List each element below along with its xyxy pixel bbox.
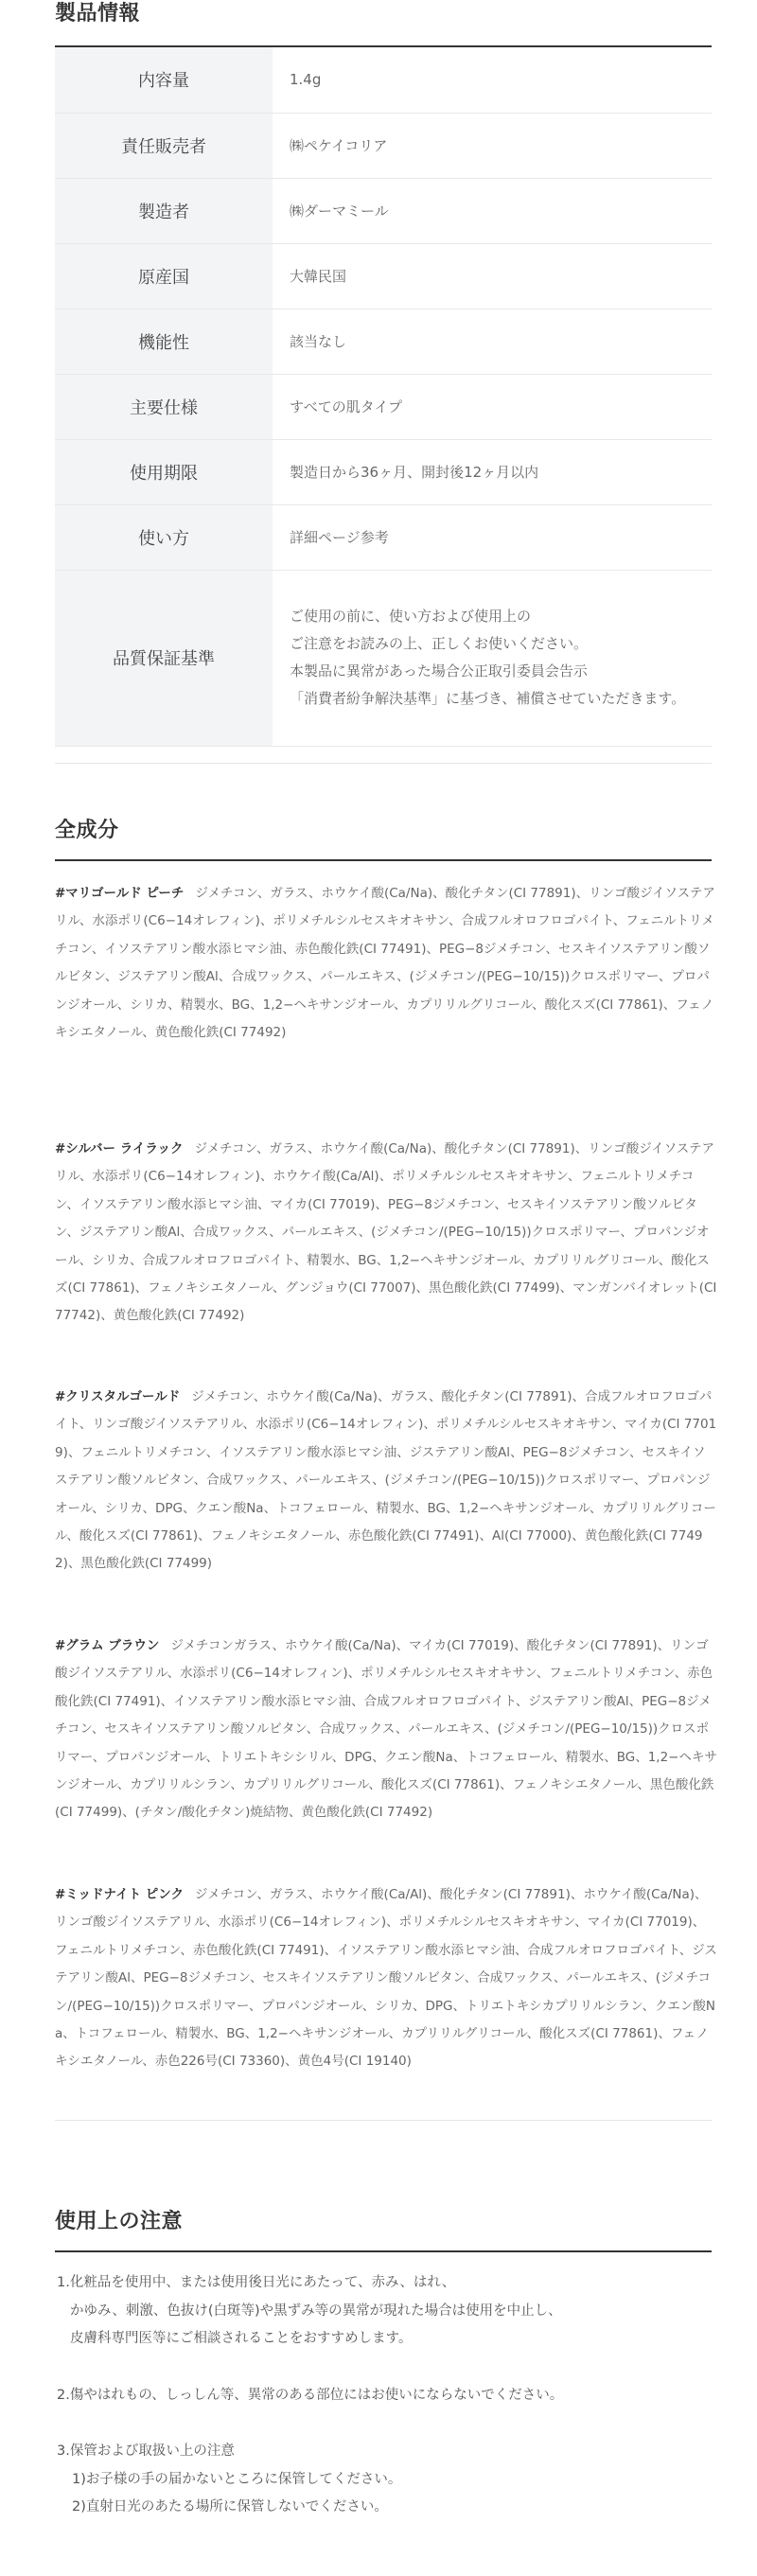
ingredients-title: 全成分 <box>55 812 712 861</box>
spec-label: 主要仕様 <box>55 374 273 439</box>
spec-value: 該当なし <box>273 309 712 374</box>
section-divider <box>55 763 712 764</box>
caution-title: 使用上の注意 <box>55 2203 712 2252</box>
caution-item-3 <box>57 2438 719 2522</box>
ingredient-block-silver-lilac <box>55 1136 717 1331</box>
section-divider <box>55 2120 712 2121</box>
spec-label: 機能性 <box>55 309 273 374</box>
quality-line: 「消費者紛争解決基準」に基づき、補償させていただきます。 <box>290 690 686 707</box>
spec-label: 製造者 <box>55 178 273 243</box>
shade-name: #マリゴールド ピーチ <box>55 886 185 901</box>
spec-row-main-spec <box>55 374 712 439</box>
caution-line: 皮膚科専門医等にご相談されることをおすすめします。 <box>70 2331 413 2346</box>
spec-row-functionality <box>55 309 712 374</box>
ingredient-list: ジメチコン、ガラス、ホウケイ酸(Ca/Na)、酸化チタン(CI 77891)、リンゴ酸ジイソステアリル、水添ポリ(C6−14オレフィン)、ホウケイ酸(Ca/Al)、ポリメチルシルセスキオキサン、フェニルトリメチコン、イソステアリン酸水添ヒマシ油、マイカ(CI 77019)、PEG−8ジメチコン、セスキイソステアリン酸ソルビタン、ジステアリン酸Al、合成ワックス、パールエキス、(ジメチコン/(PEG−10/15))クロスポリマー、プロパンジオール、シリカ、合成フルオロフロゴパイト、精製水、BG、1,2−ヘキサンジオール、カプリリルグリコール、酸化スズ(CI 77861)、フェノキシエタノール、グンジョウ(CI 77007)、黒色酸化鉄(CI 77499)、マンガンバイオレット(CI 77742)、黄色酸化鉄(CI 77492) <box>55 1141 717 1324</box>
spec-value: 製造日から36ヶ月、開封後12ヶ月以内 <box>273 439 712 504</box>
spec-row-distributor <box>55 113 712 178</box>
spec-label: 責任販売者 <box>55 113 273 178</box>
caution-line: 2.傷やはれもの、しっしん等、異常のある部位にはお使いにならないでください。 <box>57 2388 564 2403</box>
ingredient-list: ジメチコンガラス、ホウケイ酸(Ca/Na)、マイカ(CI 77019)、酸化チタン(CI 77891)、リンゴ酸ジイソステアリル、水添ポリ(C6−14オレフィン)、ポリメチルシルセスキオキサン、フェニルトリメチコン、赤色酸化鉄(CI 77491)、イソステアリン酸水添ヒマシ油、合成フルオロフロゴパイト、ジステアリン酸Al、PEG−8ジメチコン、セスキイソステアリン酸ソルビタン、合成ワックス、パールエキス、(ジメチコン/(PEG−10/15))クロスポリマー、プロパンジオール、トリエトキシシリル、DPG、クエン酸Na、トコフェロール、精製水、BG、1,2−ヘキサンジオール、カプリリルシラン、カプリリルグリコール、酸化スズ(CI 77861)、フェノキシエタノール、黒色酸化鉄(CI 77499)、(チタン/酸化チタン)焼結物、黄色酸化鉄(CI 77492) <box>55 1638 717 1821</box>
shade-name: #クリスタルゴールド <box>55 1389 181 1404</box>
caution-line: 2)直射日光のあたる場所に保管しないでください。 <box>72 2499 388 2514</box>
caution-line: かゆみ、刺激、色抜け(白斑等)や黒ずみ等の異常が現れた場合は使用を中止し、 <box>70 2303 562 2319</box>
ingredient-list: ジメチコン、ガラス、ホウケイ酸(Ca/Na)、酸化チタン(CI 77891)、リンゴ酸ジイソステアリル、水添ポリ(C6−14オレフィン)、ポリメチルシルセスキオキサン、合成フルオロフロゴパイト、フェニルトリメチコン、イソステアリン酸水添ヒマシ油、赤色酸化鉄(CI 77491)、PEG−8ジメチコン、セスキイソステアリン酸ソルビタン、ジステアリン酸Al、合成ワックス、パールエキス、(ジメチコン/(PEG−10/15))クロスポリマー、プロパンジオール、シリカ、精製水、BG、1,2−ヘキサンジオール、カプリリルグリコール、酸化スズ(CI 77861)、フェノキシエタノール、黄色酸化鉄(CI 77492) <box>55 886 715 1041</box>
product-info-title: 製品情報 <box>55 0 712 47</box>
ingredient-block-marigold-peach <box>55 880 717 1047</box>
product-info-table <box>55 47 712 747</box>
shade-name: #ミッドナイト ピンク <box>55 1887 185 1902</box>
spec-label: 使い方 <box>55 504 273 570</box>
spec-label: 品質保証基準 <box>55 570 273 746</box>
caution-item-2 <box>57 2382 719 2410</box>
caution-line: 1)お子様の手の届かないところに保管してください。 <box>72 2471 402 2487</box>
ingredient-list: ジメチコン、ホウケイ酸(Ca/Na)、ガラス、酸化チタン(CI 77891)、合成フルオロフロゴパイト、リンゴ酸ジイソステアリル、水添ポリ(C6−14オレフィン)、ポリメチルシルセスキオキサン、マイカ(CI 77019)、フェニルトリメチコン、イソステアリン酸水添ヒマシ油、ジステアリン酸Al、PEG−8ジメチコン、セスキイソステアリン酸ソルビタン、合成ワックス、パールエキス、(ジメチコン/(PEG−10/15))クロスポリマー、プロパンジオール、シリカ、DPG、クエン酸Na、トコフェロール、精製水、BG、1,2−ヘキサンジオール、カプリリルグリコール、酸化スズ(CI 77861)、フェノキシエタノール、赤色酸化鉄(CI 77491)、Al(CI 77000)、黄色酸化鉄(CI 77492)、黒色酸化鉄(CI 77499) <box>55 1389 717 1572</box>
spec-label: 内容量 <box>55 47 273 113</box>
spec-row-usage <box>55 504 712 570</box>
spec-value: ㈱ペケイコリア <box>273 113 712 178</box>
spec-row-quality <box>55 570 712 746</box>
shade-name: #グラム ブラウン <box>55 1638 160 1653</box>
spec-value: 詳細ページ参考 <box>273 504 712 570</box>
caution-item-1 <box>57 2269 719 2354</box>
quality-line: ご注意をお読みの上、正しくお使いください。 <box>290 635 589 652</box>
spec-value <box>273 570 712 746</box>
ingredient-block-glam-brown <box>55 1632 717 1827</box>
spec-value: 大韓民国 <box>273 243 712 309</box>
spec-label: 原産国 <box>55 243 273 309</box>
spec-row-expiry <box>55 439 712 504</box>
spec-row-volume <box>55 47 712 113</box>
ingredient-block-midnight-pink <box>55 1881 717 2076</box>
quality-line: 本製品に異常があった場合公正取引委員会告示 <box>290 662 588 679</box>
quality-line: ご使用の前に、使い方および使用上の <box>290 608 532 625</box>
spec-row-manufacturer <box>55 178 712 243</box>
spec-value: すべての肌タイプ <box>273 374 712 439</box>
shade-name: #シルバー ライラック <box>55 1141 184 1156</box>
spec-value: ㈱ダーマミール <box>273 178 712 243</box>
spec-value: 1.4g <box>273 47 712 113</box>
spec-row-origin <box>55 243 712 309</box>
ingredient-list: ジメチコン、ガラス、ホウケイ酸(Ca/Al)、酸化チタン(CI 77891)、ホウケイ酸(Ca/Na)、リンゴ酸ジイソステアリル、水添ポリ(C6−14オレフィン)、ポリメチルシルセスキオキサン、マイカ(CI 77019)、フェニルトリメチコン、赤色酸化鉄(CI 77491)、イソステアリン酸水添ヒマシ油、合成フルオロフロゴパイト、ジステアリン酸Al、PEG−8ジメチコン、セスキイソステアリン酸ソルビタン、合成ワックス、パールエキス、(ジメチコン/(PEG−10/15))クロスポリマー、プロパンジオール、シリカ、DPG、トリエトキシカプリリルシラン、クエン酸Na、トコフェロール、精製水、BG、1,2−ヘキサンジオール、カプリリルグリコール、酸化スズ(CI 77861)、フェノキシエタノール、赤色226号(CI 73360)、黄色4号(CI 19140) <box>55 1887 717 2070</box>
caution-line: 1.化粧品を使用中、または使用後日光にあたって、赤み、はれ、 <box>57 2275 456 2290</box>
spec-label: 使用期限 <box>55 439 273 504</box>
ingredient-block-crystal-gold <box>55 1384 717 1579</box>
caution-line: 3.保管および取扱い上の注意 <box>57 2444 235 2459</box>
